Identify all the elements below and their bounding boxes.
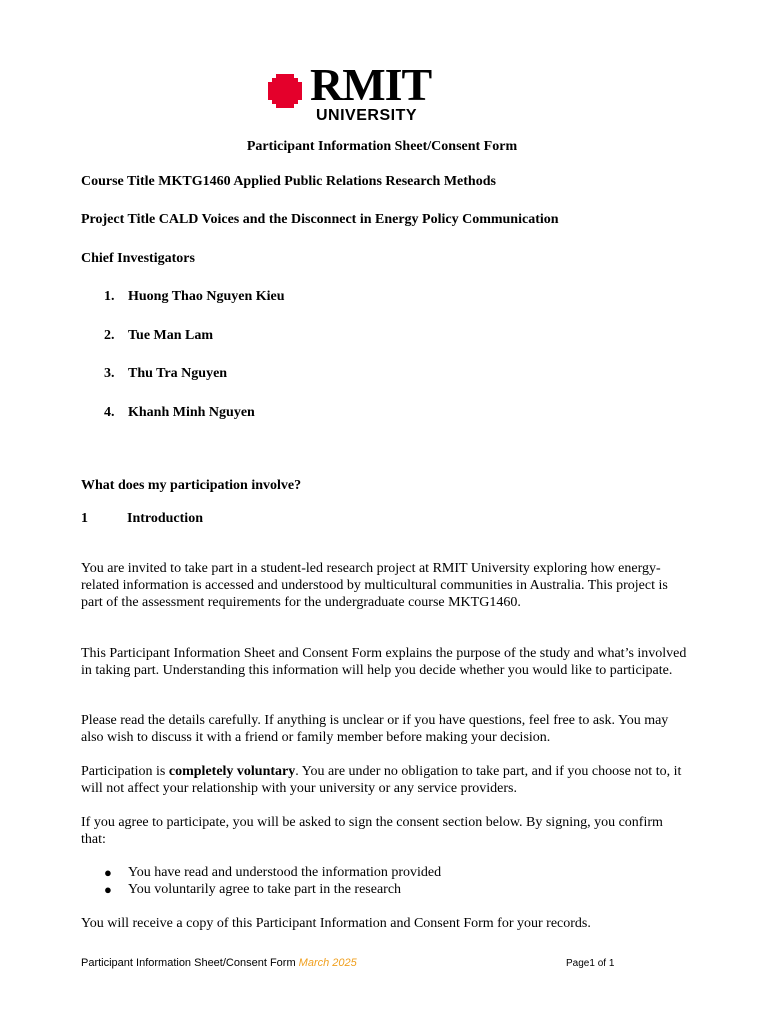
page-number [566, 957, 614, 971]
logo-subtitle: UNIVERSITY [316, 107, 418, 124]
page-count: 1 of 1 [589, 958, 615, 969]
list-item-number: 4. [104, 405, 115, 420]
rmit-pixel-mark-icon [266, 72, 304, 110]
section-title: Introduction [127, 511, 203, 526]
paragraph-voluntary [81, 763, 691, 797]
section-number: 1 [81, 511, 88, 526]
voluntary-text-end: . You are under no obligation to take part, and if you choose not to, it will not affect your relationship with your university or any service providers. [81, 764, 682, 796]
investigator-name: Huong Thao Nguyen Kieu [128, 289, 285, 304]
list-item: You voluntarily agree to take part in the research [128, 882, 402, 897]
participation-heading: What does my participation involve? [81, 478, 302, 493]
list-item-number: 1. [104, 289, 115, 304]
logo-wordmark: RMIT [310, 59, 432, 110]
project-title: Project Title CALD Voices and the Disconnect in Energy Policy Communication [81, 212, 559, 227]
investigator-name: Thu Tra Nguyen [128, 366, 228, 381]
footer-date: March 2025 [298, 957, 357, 969]
bullet-icon: ● [104, 882, 112, 897]
paragraph-read-carefully: Please read the details carefully. If anything is unclear or if you have questions, feel free to ask. You may also wish to discuss it with a friend or family member before making your decision. [81, 713, 669, 745]
page-label: Page [566, 958, 590, 969]
list-item-number: 2. [104, 328, 115, 343]
investigators-heading: Chief Investigators [81, 251, 195, 266]
paragraph-copy: You will receive a copy of this Participant Information and Consent Form for your records. [81, 916, 591, 931]
investigator-name: Khanh Minh Nguyen [128, 405, 255, 420]
voluntary-emphasis: completely voluntary [168, 764, 296, 779]
rmit-logo [266, 59, 432, 130]
footer-title [81, 956, 357, 970]
investigator-name: Tue Man Lam [128, 328, 214, 343]
voluntary-text-start: Participation is [81, 764, 169, 779]
bullet-icon: ● [104, 865, 112, 880]
paragraph-consent: If you agree to participate, you will be asked to sign the consent section below. By signing, you confirm that: [81, 815, 663, 847]
paragraph-intro: You are invited to take part in a student-led research project at RMIT University exploring how energy-related information is accessed and understood by multicultural communities in Australia. This project is part of the assessment requirements for the undergraduate course MKTG1460. [81, 561, 668, 610]
document-title: Participant Information Sheet/Consent Form [246, 139, 518, 154]
footer-document-name: Participant Information Sheet/Consent Form [81, 957, 296, 969]
list-item-number: 3. [104, 366, 115, 381]
course-title: Course Title MKTG1460 Applied Public Relations Research Methods [81, 174, 496, 189]
paragraph-purpose: This Participant Information Sheet and Consent Form explains the purpose of the study and what’s involved in taking part. Understanding this information will help you decide whether you would like to participate. [81, 646, 687, 678]
list-item: You have read and understood the information provided [128, 865, 442, 880]
